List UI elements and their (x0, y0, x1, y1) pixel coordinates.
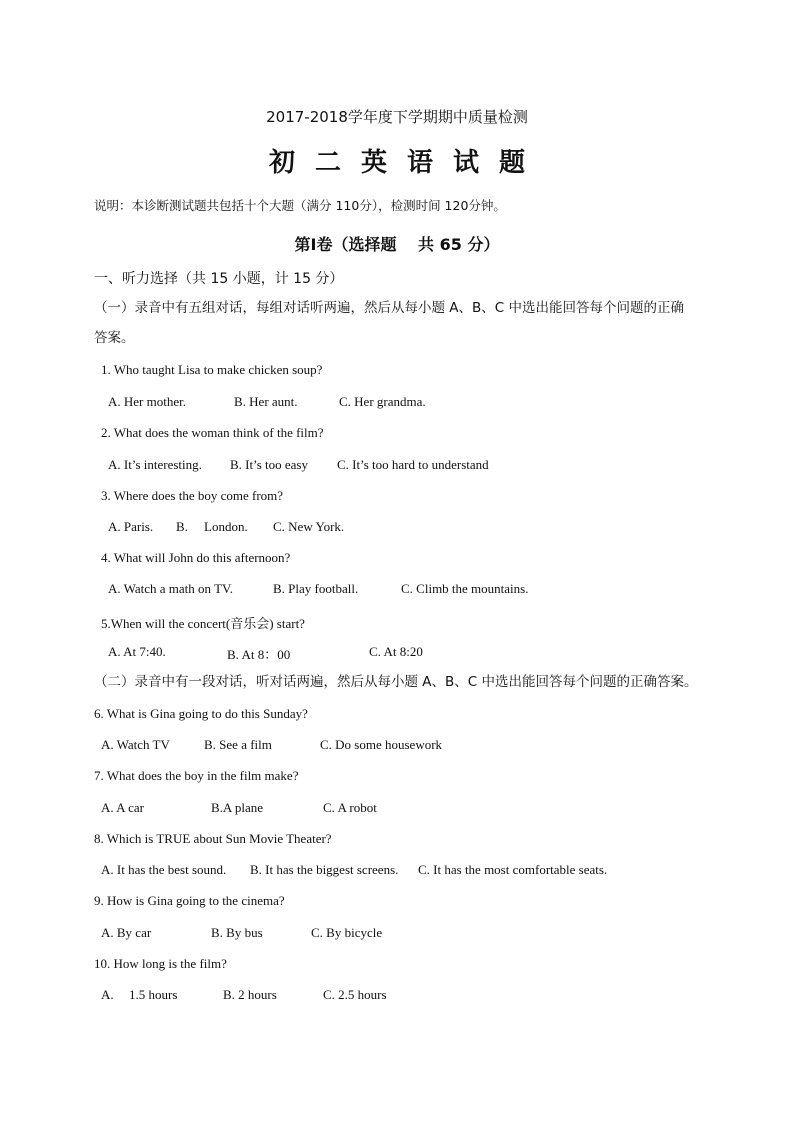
option-b: B. By bus (211, 925, 263, 940)
option-c: C. A robot (323, 800, 377, 815)
section-title: 一、听力选择（共 15 小题，计 15 分） (94, 271, 344, 287)
question-1: 1. Who taught Lisa to make chicken soup? (101, 362, 323, 377)
option-a: A. Her mother. (108, 394, 186, 409)
option-a: A. It’s interesting. (108, 457, 202, 472)
exam-note: 说明：本诊断测试题共包括十个大题（满分 110分），检测时间 120分钟。 (94, 198, 506, 213)
option-a: A. It has the best sound. (101, 862, 227, 877)
option-a: A. Watch a math on TV. (108, 581, 233, 596)
instruction-1-line-2: 答案。 (94, 330, 135, 346)
option-b: B. Play football. (273, 581, 359, 596)
options-8 (0, 862, 794, 880)
option-b-text: London. (204, 519, 248, 534)
option-b: B. It has the biggest screens. (250, 862, 399, 877)
options-9 (0, 925, 794, 943)
options-2 (0, 457, 794, 475)
option-c: C. By bicycle (311, 925, 383, 940)
instruction-2: （二）录音中有一段对话，听对话两遍，然后从每小题 A、B、C 中选出能回答每个问题的正确答案。 (94, 674, 698, 690)
question-9: 9. How is Gina going to the cinema? (94, 893, 285, 908)
option-a: A. Paris. (108, 519, 154, 534)
option-a: A. (101, 987, 114, 1002)
question-5: 5.When will the concert(音乐会) start? (101, 616, 305, 631)
options-7 (0, 800, 794, 818)
question-2: 2. What does the woman think of the film? (101, 425, 324, 440)
option-c: C. It has the most comfortable seats. (418, 862, 608, 877)
options-4 (0, 581, 794, 599)
option-a: A. At 7:40. (108, 644, 166, 659)
option-c: C. Do some housework (320, 737, 443, 752)
option-b: B. 2 hours (223, 987, 277, 1002)
question-4: 4. What will John do this afternoon? (101, 550, 291, 565)
option-c: C. 2.5 hours (323, 987, 387, 1002)
question-3: 3. Where does the boy come from? (101, 488, 284, 503)
options-5 (0, 644, 794, 662)
option-b: B. (176, 519, 188, 534)
exam-year-line: 2017-2018学年度下学期期中质量检测 (266, 108, 528, 126)
options-1 (0, 394, 794, 412)
option-c: C. At 8:20 (369, 644, 423, 659)
option-c: C. New York. (273, 519, 345, 534)
options-6 (0, 737, 794, 755)
option-a: A. A car (101, 800, 144, 815)
option-b: B. See a film (204, 737, 272, 752)
question-8: 8. Which is TRUE about Sun Movie Theater? (94, 831, 332, 846)
option-b: B. At 8：00 (227, 647, 291, 662)
option-b: B. Her aunt. (234, 394, 298, 409)
options-10 (0, 987, 794, 1005)
option-c: C. Climb the mountains. (401, 581, 529, 596)
instruction-1-line-1: （一）录音中有五组对话，每组对话听两遍，然后从每小题 A、B、C 中选出能回答每个问题的正确 (94, 300, 685, 316)
option-c: C. It’s too hard to understand (337, 457, 489, 472)
option-b: B. It’s too easy (230, 457, 308, 472)
exam-title: 初二英语试题 (268, 148, 545, 178)
option-a: A. Watch TV (101, 737, 170, 752)
option-a-text: 1.5 hours (129, 987, 178, 1002)
question-7: 7. What does the boy in the film make? (94, 768, 299, 783)
part-title: 第Ⅰ卷（选择题 共 65 分） (294, 235, 500, 254)
question-10: 10. How long is the film? (94, 956, 227, 971)
question-6: 6. What is Gina going to do this Sunday? (94, 706, 308, 721)
option-b: B.A plane (211, 800, 263, 815)
option-c: C. Her grandma. (339, 394, 426, 409)
option-a: A. By car (101, 925, 152, 940)
options-3 (0, 519, 794, 537)
